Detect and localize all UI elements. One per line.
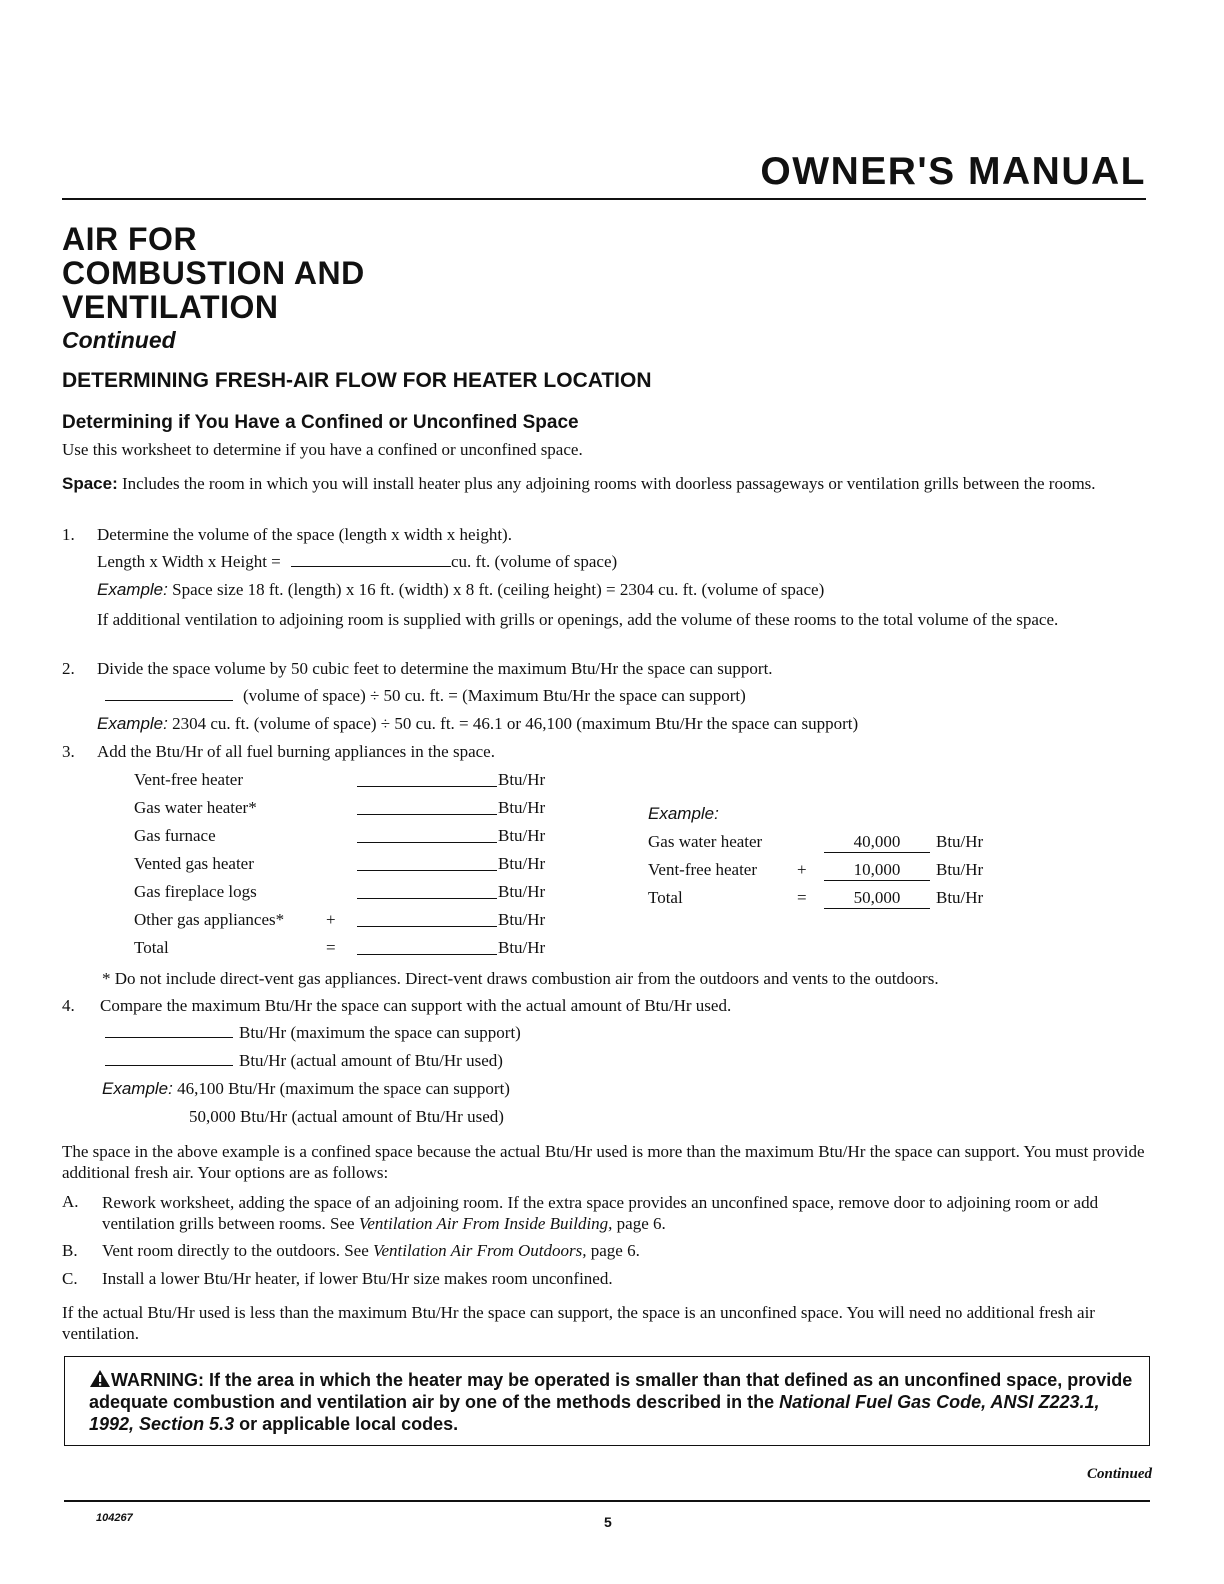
step-2-formula-right: (volume of space) ÷ 50 cu. ft. = (Maximum Btu/Hr the space can support) (243, 686, 746, 705)
step-1-example-label: Example: (97, 580, 168, 599)
step-2-example-label: Example: (97, 714, 168, 733)
option-a-text: Rework worksheet, adding the space of an adjoining room. If the extra space provides an unconfined space, remove door to adjoining room or add ventilation grills between rooms. See (102, 1193, 1099, 1233)
appliance-operator: + (326, 910, 336, 929)
step-1-formula-left: Length x Width x Height = (97, 552, 281, 571)
space-label: Space: (62, 474, 118, 493)
warning-suffix: or applicable local codes. (234, 1414, 459, 1434)
step-2-number: 2. (62, 659, 75, 678)
warning-body: If the area in which the heater may be operated is smaller than that defined as an unconfined space, provide adequate combustion and ventilation air by one of the methods described in the (89, 1370, 1133, 1412)
appliance-blank (357, 814, 497, 815)
option-b-suffix: page 6. (586, 1241, 640, 1260)
step-2-text: Divide the space volume by 50 cubic feet to determine the maximum Btu/Hr the space can support. (97, 659, 773, 678)
step-4-example (102, 1079, 510, 1099)
btu-max-blank (105, 1036, 233, 1038)
step-4-example-line-1: 46,100 Btu/Hr (maximum the space can support) (172, 1079, 510, 1098)
step-4-line-2 (105, 1051, 503, 1071)
btu-max-blank (105, 699, 233, 701)
warning-box (64, 1356, 1150, 1446)
example-row-value: 40,000 (824, 832, 930, 853)
top-rule (62, 198, 1146, 200)
step-4-number: 4. (62, 996, 75, 1015)
appliance-blank (357, 786, 497, 787)
appliance-unit: Btu/Hr (498, 910, 546, 929)
step-1-text: Determine the volume of the space (length x width x height). (97, 525, 512, 544)
appliance-label: Vent-free heater (134, 770, 244, 789)
step-3-text: Add the Btu/Hr of all fuel burning appliances in the space. (97, 742, 495, 761)
example-row-unit: Btu/Hr (936, 832, 984, 851)
example-row-operator: = (797, 888, 807, 907)
example-row-unit: Btu/Hr (936, 888, 984, 907)
space-definition (62, 473, 1152, 494)
warning-label: WARNING: (111, 1370, 204, 1390)
step-3-number: 3. (62, 742, 75, 761)
space-text: Includes the room in which you will install heater plus any adjoining rooms with doorless passageways or ventilation grills between the rooms. (117, 474, 1096, 493)
example-row-unit: Btu/Hr (936, 860, 984, 879)
document-code: 104267 (96, 1512, 133, 1524)
page-number: 5 (604, 1514, 612, 1530)
section-title-line-3: VENTILATION (62, 289, 279, 325)
step-4-example-line-2: 50,000 Btu/Hr (actual amount of Btu/Hr used) (189, 1107, 504, 1126)
appliance-operator: = (326, 938, 336, 957)
section-title-line-1: AIR FOR (62, 221, 198, 257)
appliance-unit: Btu/Hr (498, 854, 546, 873)
option-b-text: Vent room directly to the outdoors. See (102, 1241, 374, 1260)
option-text (102, 1192, 1154, 1234)
option-a-ref: Ventilation Air From Inside Building, (358, 1214, 613, 1233)
option-a-suffix: page 6. (612, 1214, 666, 1233)
appliance-label: Other gas appliances* (134, 910, 285, 929)
manual-title: OWNER'S MANUAL (760, 150, 1146, 193)
appliance-unit: Btu/Hr (498, 826, 546, 845)
unconfined-note: If the actual Btu/Hr used is less than the maximum Btu/Hr the space can support, the space is an unconfined space. You will need no additional fresh air ventilation. (62, 1303, 1095, 1343)
step-3-footnote: * Do not include direct-vent gas appliances. Direct-vent draws combustion air from the outdoors and vents to the outdoors. (102, 969, 939, 988)
appliance-label: Gas furnace (134, 826, 216, 845)
step-4-text: Compare the maximum Btu/Hr the space can support with the actual amount of Btu/Hr used. (100, 996, 732, 1015)
warning-text (89, 1369, 1139, 1435)
appliance-blank (357, 870, 497, 871)
warning-triangle-icon (89, 1369, 111, 1388)
option-letter: B. (62, 1241, 78, 1260)
subsubheading: Determining if You Have a Confined or Unconfined Space (62, 412, 579, 433)
warning-code-ref: National Fuel Gas Code, ANSI Z223.1, 1992, Section 5.3 (89, 1392, 1100, 1434)
step-1-example (97, 580, 824, 600)
appliance-example-label: Example: (648, 804, 719, 823)
step-1-formula (97, 552, 617, 572)
step-1-number: 1. (62, 525, 75, 544)
appliance-label: Total (134, 938, 169, 957)
appliance-unit: Btu/Hr (498, 770, 546, 789)
step-4-line-1-text: Btu/Hr (maximum the space can support) (239, 1023, 521, 1042)
appliance-blank (357, 898, 497, 899)
example-row-value: 50,000 (824, 888, 930, 909)
volume-blank (291, 565, 451, 567)
section-title-line-2: COMBUSTION AND (62, 255, 365, 291)
example-row-label: Total (648, 888, 683, 907)
option-letter: C. (62, 1269, 78, 1288)
appliance-blank (357, 842, 497, 843)
step-1-additional: If additional ventilation to adjoining room is supplied with grills or openings, add the volume of these rooms to the total volume of the space. (97, 610, 1059, 629)
subheading: DETERMINING FRESH-AIR FLOW FOR HEATER LOCATION (62, 369, 652, 392)
appliance-unit: Btu/Hr (498, 798, 546, 817)
example-row-value: 10,000 (824, 860, 930, 881)
step-1-example-text: Space size 18 ft. (length) x 16 ft. (width) x 8 ft. (ceiling height) = 2304 cu. ft. (volume of space) (167, 580, 825, 599)
bottom-rule (64, 1500, 1150, 1502)
option-text (102, 1241, 640, 1261)
appliance-blank (357, 954, 497, 955)
continued-label: Continued (1086, 1466, 1152, 1482)
example-row-operator: + (797, 860, 807, 879)
appliance-label: Vented gas heater (134, 854, 254, 873)
section-title (62, 222, 365, 324)
option-b-ref: Ventilation Air From Outdoors, (373, 1241, 587, 1260)
conclusion-text: The space in the above example is a confined space because the actual Btu/Hr used is more than the maximum Btu/Hr the space can support. You must provide additional fresh air. Your options are as follows: (62, 1142, 1145, 1182)
appliance-unit: Btu/Hr (498, 882, 546, 901)
option-letter: A. (62, 1192, 79, 1211)
option-text: Install a lower Btu/Hr heater, if lower Btu/Hr size makes room unconfined. (102, 1269, 613, 1288)
example-row-label: Vent-free heater (648, 860, 758, 879)
appliance-blank (357, 926, 497, 927)
section-continued: Continued (62, 327, 176, 353)
step-2-example-text: 2304 cu. ft. (volume of space) ÷ 50 cu. ft. = 46.1 or 46,100 (maximum Btu/Hr the space can support) (167, 714, 859, 733)
intro-text: Use this worksheet to determine if you have a confined or unconfined space. (62, 440, 583, 459)
step-2-example (97, 714, 858, 734)
appliance-label: Gas water heater* (134, 798, 257, 817)
step-1-formula-right: cu. ft. (volume of space) (451, 552, 618, 571)
appliance-label: Gas fireplace logs (134, 882, 257, 901)
step-4-line-1 (105, 1023, 521, 1043)
step-4-line-2-text: Btu/Hr (actual amount of Btu/Hr used) (239, 1051, 503, 1070)
appliance-unit: Btu/Hr (498, 938, 546, 957)
step-4-example-label: Example: (102, 1079, 173, 1098)
btu-actual-blank (105, 1064, 233, 1066)
step-2-formula (105, 686, 746, 706)
example-row-label: Gas water heater (648, 832, 763, 851)
